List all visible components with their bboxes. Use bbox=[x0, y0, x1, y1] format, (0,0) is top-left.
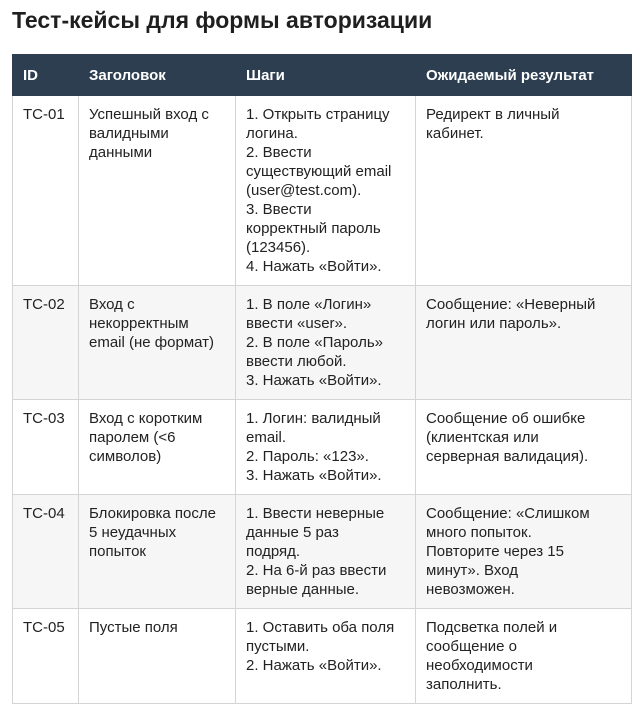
expected-line: логин или пароль». bbox=[426, 315, 562, 332]
cell-expected bbox=[416, 286, 632, 400]
steps-line: данные 5 раз bbox=[246, 524, 339, 541]
test-cases-table bbox=[12, 54, 632, 704]
steps-line: логина. bbox=[246, 125, 298, 142]
header-title: Заголовок bbox=[79, 55, 236, 96]
expected-line: Сообщение: «Слишком bbox=[426, 505, 590, 522]
steps-line: 1. Логин: валидный bbox=[246, 410, 381, 427]
expected-line: Редирект в личный bbox=[426, 106, 560, 123]
cell-id: TC-03 bbox=[13, 400, 79, 495]
expected-line: минут». Вход bbox=[426, 562, 518, 579]
cell-steps bbox=[236, 400, 416, 495]
title-line: email (не формат) bbox=[89, 334, 215, 351]
steps-line: 3. Нажать «Войти». bbox=[246, 372, 382, 389]
steps-line: существующий email bbox=[246, 163, 392, 180]
table-row bbox=[13, 286, 632, 400]
steps-line: 2. На 6-й раз ввести bbox=[246, 562, 387, 579]
expected-line: Повторите через 15 bbox=[426, 543, 564, 560]
steps-line: 2. В поле «Пароль» bbox=[246, 334, 383, 351]
title-line: Вход с коротким bbox=[89, 410, 203, 427]
cell-id: TC-01 bbox=[13, 96, 79, 286]
steps-line: 2. Ввести bbox=[246, 144, 312, 161]
expected-line: серверная валидация). bbox=[426, 448, 589, 465]
title-line: Блокировка после bbox=[89, 505, 216, 522]
cell-steps bbox=[236, 96, 416, 286]
cell-id: TC-02 bbox=[13, 286, 79, 400]
expected-line: сообщение о bbox=[426, 638, 517, 655]
steps-line: 3. Нажать «Войти». bbox=[246, 467, 382, 484]
steps-line: верные данные. bbox=[246, 581, 360, 598]
cell-title bbox=[79, 286, 236, 400]
title-line: данными bbox=[89, 144, 153, 161]
title-line: Успешный вход с bbox=[89, 106, 209, 123]
expected-line: кабинет. bbox=[426, 125, 484, 142]
title-line: паролем (<6 bbox=[89, 429, 176, 446]
title-line: валидными bbox=[89, 125, 169, 142]
steps-line: 1. Ввести неверные bbox=[246, 505, 385, 522]
steps-line: 1. Оставить оба поля bbox=[246, 619, 395, 636]
steps-line: подряд. bbox=[246, 543, 301, 560]
cell-expected bbox=[416, 609, 632, 704]
page-title: Тест-кейсы для формы авторизации bbox=[12, 7, 433, 33]
title-line: Вход с bbox=[89, 296, 135, 313]
steps-line: корректный пароль bbox=[246, 220, 381, 237]
steps-line: 1. В поле «Логин» bbox=[246, 296, 372, 313]
table-body bbox=[13, 96, 632, 704]
table-header-row bbox=[13, 55, 632, 96]
cell-steps bbox=[236, 609, 416, 704]
title-line: некорректным bbox=[89, 315, 189, 332]
cell-title bbox=[79, 609, 236, 704]
expected-line: Подсветка полей и bbox=[426, 619, 558, 636]
steps-line: 2. Нажать «Войти». bbox=[246, 657, 382, 674]
cell-title bbox=[79, 400, 236, 495]
steps-line: 4. Нажать «Войти». bbox=[246, 258, 382, 275]
header-id: ID bbox=[13, 55, 79, 96]
expected-line: Сообщение: «Неверный bbox=[426, 296, 596, 313]
title-line: попыток bbox=[89, 543, 146, 560]
title-line: Пустые поля bbox=[89, 619, 178, 636]
expected-line: невозможен. bbox=[426, 581, 515, 598]
table-row bbox=[13, 495, 632, 609]
table-row bbox=[13, 96, 632, 286]
header-expected: Ожидаемый результат bbox=[416, 55, 632, 96]
steps-line: (user@test.com). bbox=[246, 182, 362, 199]
steps-line: email. bbox=[246, 429, 287, 446]
title-line: 5 неудачных bbox=[89, 524, 177, 541]
steps-line: (123456). bbox=[246, 239, 311, 256]
title-line: символов) bbox=[89, 448, 162, 465]
steps-line: 3. Ввести bbox=[246, 201, 312, 218]
table-row bbox=[13, 400, 632, 495]
steps-line: пустыми. bbox=[246, 638, 310, 655]
expected-line: (клиентская или bbox=[426, 429, 539, 446]
steps-line: 2. Пароль: «123». bbox=[246, 448, 369, 465]
header-steps: Шаги bbox=[236, 55, 416, 96]
steps-line: ввести любой. bbox=[246, 353, 347, 370]
cell-expected bbox=[416, 96, 632, 286]
table-row bbox=[13, 609, 632, 704]
cell-id: TC-04 bbox=[13, 495, 79, 609]
cell-steps bbox=[236, 286, 416, 400]
steps-line: ввести «user». bbox=[246, 315, 348, 332]
cell-title bbox=[79, 495, 236, 609]
cell-title bbox=[79, 96, 236, 286]
cell-expected bbox=[416, 495, 632, 609]
cell-id: TC-05 bbox=[13, 609, 79, 704]
expected-line: заполнить. bbox=[426, 676, 502, 693]
steps-line: 1. Открыть страницу bbox=[246, 106, 390, 123]
expected-line: Сообщение об ошибке bbox=[426, 410, 586, 427]
expected-line: много попыток. bbox=[426, 524, 532, 541]
cell-steps bbox=[236, 495, 416, 609]
expected-line: необходимости bbox=[426, 657, 533, 674]
cell-expected bbox=[416, 400, 632, 495]
